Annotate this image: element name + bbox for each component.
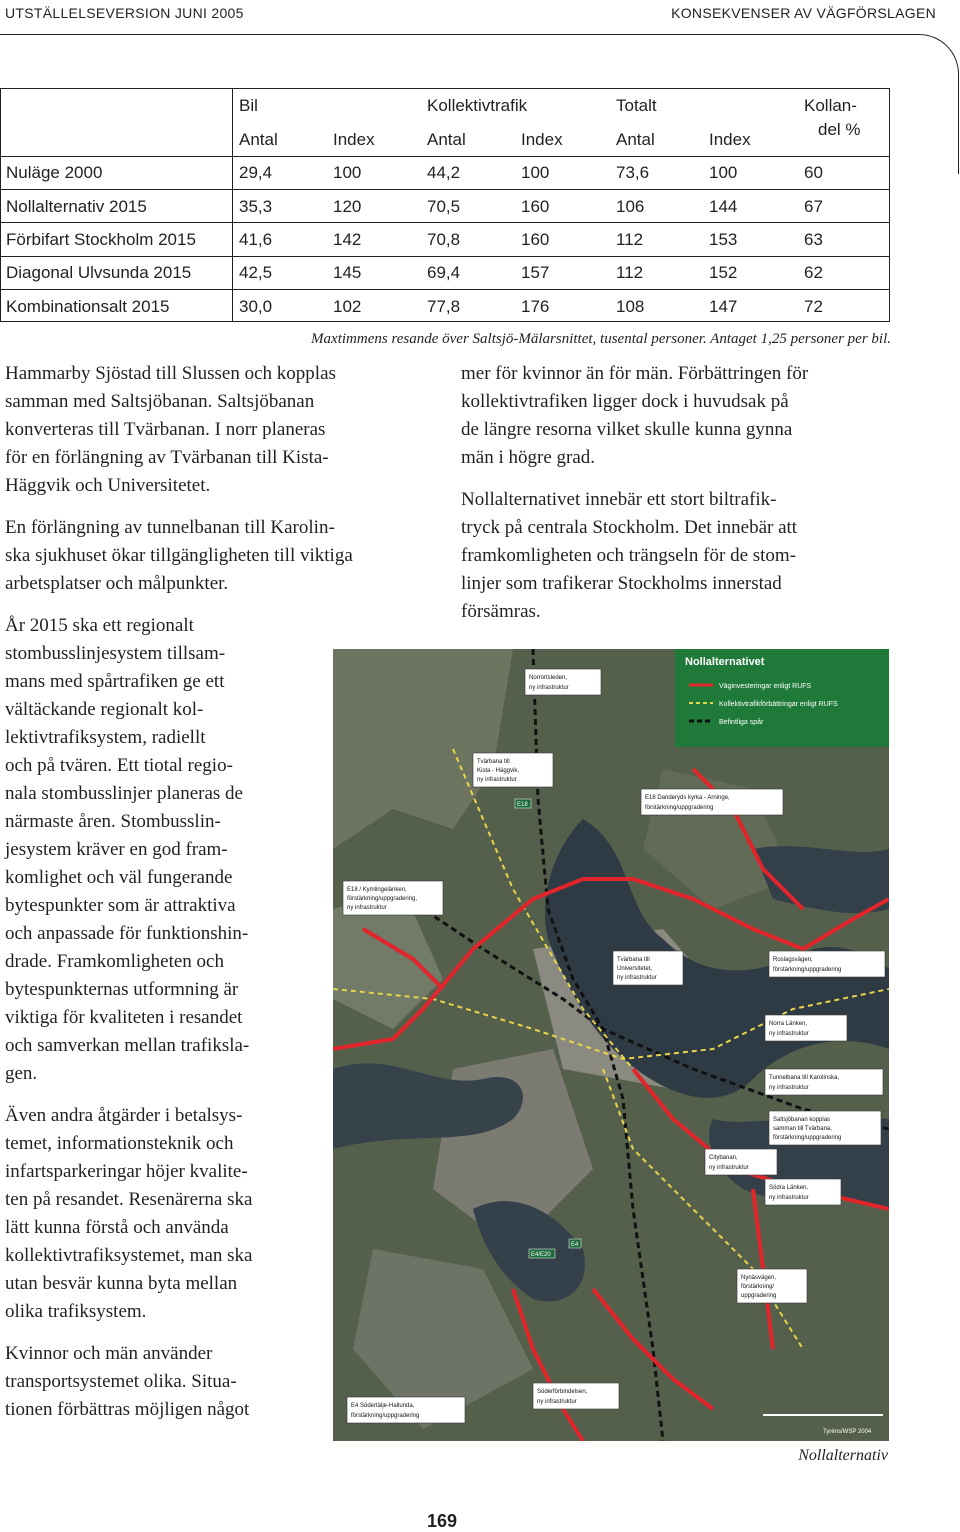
svg-text:ny infrastruktur: ny infrastruktur <box>537 1399 577 1405</box>
svg-text:Tvärbana till: Tvärbana till <box>617 957 650 963</box>
road-sign-label: E4 <box>571 1242 579 1248</box>
map-legend-item: Väginvesteringar enligt RUFS <box>719 683 812 690</box>
map-callout <box>525 669 601 695</box>
table-cell: 72 <box>804 297 823 316</box>
table-header-rule <box>0 156 890 157</box>
paragraph: mer för kvinnor än för män. Förbättringen för kollektivtrafiken ligger dock i huvudsak på de längre resorna vilket skulle kunna gynna män i högre grad. <box>461 363 809 468</box>
table-cell: 42,5 <box>239 263 273 282</box>
table-row-rule <box>0 222 890 223</box>
map-callout <box>705 1149 777 1175</box>
paragraph: År 2015 ska ett regionalt stombusslinjesystem tillsam- mans med spårtrafiken ge ett vältäckande regionalt kol- lektivtrafiksystem, radiellt och på tvären. Ett tiotal regio- nala stombusslinjer planeras de närmaste åren. Stombusslin- jesystem kräver en god fram- komlighet och väl fungerande bytespunkter som är attraktiva och anpassade för funktionshin- drade. Framkomligheten och bytespunkternas utformning är viktiga för kvaliteten i resandet och samverkan mellan trafiksla- gen. <box>5 615 250 1084</box>
running-header-left: UTSTÄLLELSEVERSION JUNI 2005 <box>5 5 244 21</box>
table-cell: 106 <box>616 197 645 216</box>
table-cell: 41,6 <box>239 230 273 249</box>
svg-text:Norrortsleden,: Norrortsleden, <box>529 675 568 681</box>
paragraph: Kvinnor och män använder transportsystemet olika. Situa- tionen förbättras möjligen något <box>5 1343 250 1420</box>
table-cell: 160 <box>521 230 550 249</box>
table-group-header-kollektivtrafik: Kollektivtrafik <box>427 96 528 115</box>
table-group-header-kollandel-2: del % <box>818 120 861 139</box>
map-callout <box>769 1111 881 1145</box>
svg-text:Kista - Häggvik,: Kista - Häggvik, <box>477 768 520 774</box>
svg-text:Tvärbana till: Tvärbana till <box>477 759 510 765</box>
table-cell: 112 <box>616 230 644 249</box>
table-cell: 102 <box>333 297 362 316</box>
svg-text:Tunnelbana till Karolinska,: Tunnelbana till Karolinska, <box>769 1075 840 1081</box>
table-subheader: Antal <box>239 130 278 149</box>
map-legend-title: Nollalternativet <box>685 656 765 668</box>
table-cell: 63 <box>804 230 823 249</box>
map-callout <box>533 1383 619 1409</box>
aerial-map-nollalternativ <box>333 649 889 1441</box>
table-cell: 73,6 <box>616 163 650 182</box>
map-callout <box>343 881 443 915</box>
table-cell: 29,4 <box>239 163 273 182</box>
map-legend-item: Befintliga spår <box>719 719 764 726</box>
table-cell: 176 <box>521 297 550 316</box>
paragraph: Hammarby Sjöstad till Slussen och kopplas samman med Saltsjöbanan. Saltsjöbanan konverteras till Tvärbanan. I norr planeras för en förlängning av Tvärbanan till Kista- Häggvik och Universitetet. <box>5 363 336 496</box>
table-cell: 60 <box>804 163 823 182</box>
svg-text:Söderförbindelsen,: Söderförbindelsen, <box>537 1389 588 1395</box>
table-group-header-kollandel: Kollan- <box>804 96 857 115</box>
table-cell: 77,8 <box>427 297 461 316</box>
table-row-rule <box>0 189 890 190</box>
table-cell: 30,0 <box>239 297 273 316</box>
svg-text:ny infrastruktur: ny infrastruktur <box>347 905 387 911</box>
header-rule <box>0 34 890 35</box>
map-callout <box>765 1069 883 1095</box>
road-sign-label: E18 <box>517 802 528 808</box>
table-cell: 145 <box>333 263 362 282</box>
svg-text:förstärkning/uppgradering: förstärkning/uppgradering <box>773 1135 842 1141</box>
table-cell: 100 <box>521 163 550 182</box>
table-cell: 69,4 <box>427 263 461 282</box>
svg-text:E18 Danderyds kyrka - Arninge,: E18 Danderyds kyrka - Arninge, <box>645 795 730 801</box>
table-subheader: Index <box>333 130 375 149</box>
paragraph: En förlängning av tunnelbanan till Karolin- ska sjukhuset ökar tillgängligheten till viktiga arbetsplatser och målpunkter. <box>5 517 353 594</box>
svg-text:Citybanan,: Citybanan, <box>709 1155 738 1161</box>
table-cell: 120 <box>333 197 362 216</box>
svg-text:Universitetet,: Universitetet, <box>617 966 653 972</box>
table-cell: 44,2 <box>427 163 461 182</box>
map-callout <box>737 1269 807 1303</box>
table-cell: 153 <box>709 230 738 249</box>
table-row-rule <box>0 289 890 290</box>
map-callout <box>473 753 553 787</box>
svg-text:förstärkning/uppgradering: förstärkning/uppgradering <box>773 967 842 973</box>
table-row-label: Nollalternativ 2015 <box>6 197 147 216</box>
svg-text:Nynäsvägen,: Nynäsvägen, <box>741 1275 777 1281</box>
page-number: 169 <box>427 1511 458 1531</box>
svg-text:Saltsjöbanan kopplas: Saltsjöbanan kopplas <box>773 1117 831 1123</box>
svg-text:förstärkning/uppgradering,: förstärkning/uppgradering, <box>347 896 418 902</box>
map-callout <box>765 1179 841 1205</box>
table-column-rule <box>232 88 233 322</box>
map-callout <box>769 951 885 977</box>
svg-text:E4 Södertälje-Hallunda,: E4 Södertälje-Hallunda, <box>351 1403 415 1409</box>
map-callout <box>347 1397 465 1423</box>
svg-text:ny infrastruktur: ny infrastruktur <box>477 777 517 783</box>
header-corner-curve <box>889 34 959 174</box>
svg-text:ny infrastruktur: ny infrastruktur <box>769 1195 809 1201</box>
table-cell: 62 <box>804 263 823 282</box>
road-sign-label: E4/E20 <box>531 1252 551 1258</box>
table-cell: 108 <box>616 297 645 316</box>
table-cell: 70,5 <box>427 197 461 216</box>
svg-text:E18 / Kymlingelänken,: E18 / Kymlingelänken, <box>347 887 407 893</box>
table-caption: Maxtimmens resande över Saltsjö-Mälarsnittet, tusental personer. Antaget 1,25 personer per bil. <box>311 331 891 347</box>
svg-text:ny infrastruktur: ny infrastruktur <box>529 685 569 691</box>
svg-text:Södra Länken,: Södra Länken, <box>769 1185 809 1191</box>
svg-text:förstärkning/uppgradering: förstärkning/uppgradering <box>351 1413 420 1419</box>
table-subheader: Index <box>521 130 563 149</box>
table-subheader: Antal <box>427 130 466 149</box>
table-row-rule <box>0 256 890 257</box>
map-credit: Tyréns/WSP 2004 <box>823 1429 872 1435</box>
svg-text:ny infrastruktur: ny infrastruktur <box>617 975 657 981</box>
map-caption: Nollalternativ <box>798 1447 888 1464</box>
table-cell: 70,8 <box>427 230 461 249</box>
table-cell: 142 <box>333 230 362 249</box>
svg-text:Norra Länken,: Norra Länken, <box>769 1021 808 1027</box>
table-cell: 157 <box>521 263 550 282</box>
map-callout <box>613 951 683 985</box>
table-group-header-totalt: Totalt <box>616 96 657 115</box>
table-cell: 152 <box>709 263 738 282</box>
paragraph: Nollalternativet innebär ett stort biltrafik- tryck på centrala Stockholm. Det innebär att framkomligheten och trängseln för de stom- linjer som trafikerar Stockholms innerstad försämras. <box>461 489 798 622</box>
table-row-label: Kombinationsalt 2015 <box>6 297 170 316</box>
svg-text:uppgradering: uppgradering <box>741 1293 777 1299</box>
table-cell: 100 <box>333 163 362 182</box>
table-subheader: Antal <box>616 130 655 149</box>
running-header-right: KONSEKVENSER AV VÄGFÖRSLAGEN <box>671 5 936 21</box>
table-row-label: Nuläge 2000 <box>6 163 103 182</box>
svg-text:Roslagsvägen,: Roslagsvägen, <box>773 957 813 963</box>
table-group-header-bil: Bil <box>239 96 258 115</box>
paragraph: Även andra åtgärder i betalsys- temet, informationsteknik och infartsparkeringar höjer kvalite- ten på resandet. Resenärerna ska lätt kunna förstå och använda kollektivtrafiksystemet, man ska utan besvär kunna byta mellan olika trafiksystem. <box>5 1105 253 1322</box>
map-legend-item: Kollektivtrafikförbättringar enligt RUFS <box>719 701 838 708</box>
table-cell: 67 <box>804 197 823 216</box>
table-cell: 112 <box>616 263 644 282</box>
svg-text:förstärkning/: förstärkning/ <box>741 1284 775 1290</box>
svg-text:ny infrastruktur: ny infrastruktur <box>769 1031 809 1037</box>
table-cell: 35,3 <box>239 197 273 216</box>
table-cell: 144 <box>709 197 738 216</box>
right-text-column <box>461 360 901 640</box>
table-subheader: Index <box>709 130 751 149</box>
table-cell: 147 <box>709 297 738 316</box>
table-cell: 100 <box>709 163 738 182</box>
map-callout <box>641 789 783 815</box>
svg-text:ny infrastruktur: ny infrastruktur <box>769 1085 809 1091</box>
table-row-label: Diagonal Ulvsunda 2015 <box>6 263 192 282</box>
table-row-label: Förbifart Stockholm 2015 <box>6 230 196 249</box>
table-cell: 160 <box>521 197 550 216</box>
map-callout <box>765 1015 847 1041</box>
svg-text:ny infrastruktur: ny infrastruktur <box>709 1165 749 1171</box>
svg-text:samman till Tvärbana,: samman till Tvärbana, <box>773 1126 832 1132</box>
svg-text:förstärkning/uppgradering: förstärkning/uppgradering <box>645 805 714 811</box>
